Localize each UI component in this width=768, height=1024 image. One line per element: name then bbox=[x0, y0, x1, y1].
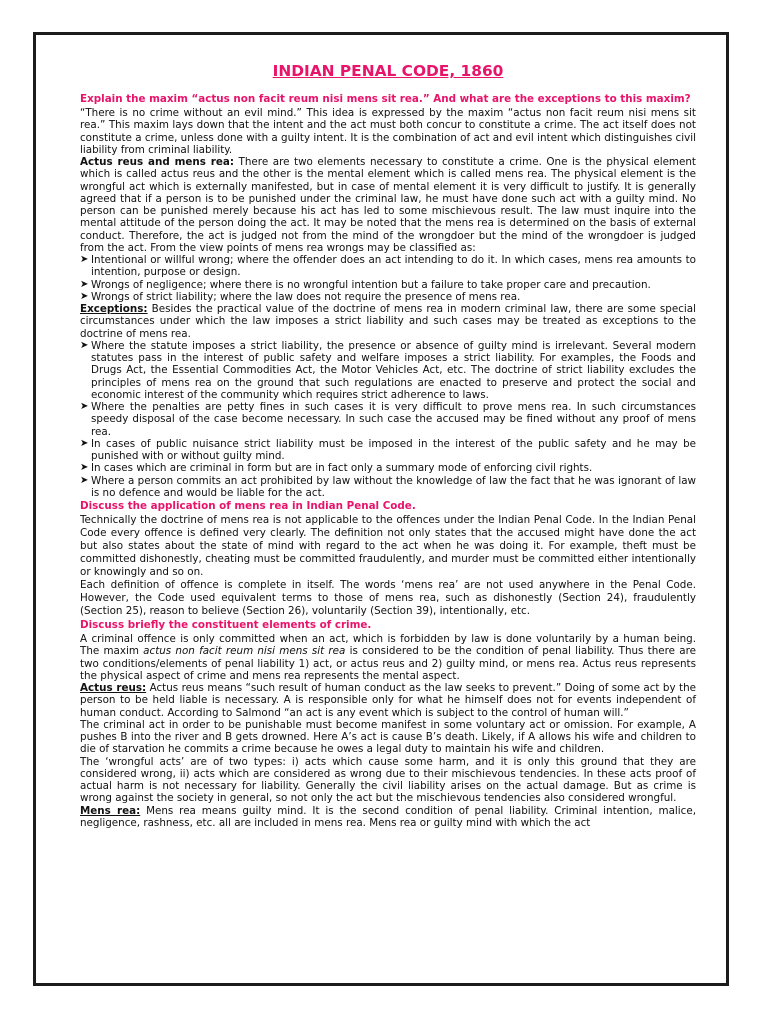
list-item bbox=[80, 254, 696, 279]
list-wrong-types bbox=[80, 254, 696, 303]
arrowhead-icon: ➤ bbox=[80, 437, 89, 449]
list-item-text: Intentional or willful wrong; where the offender does an act intending to do it. In which cases, mens rea amounts to intention, purpose or design. bbox=[91, 254, 696, 279]
arrowhead-icon: ➤ bbox=[80, 290, 89, 302]
arrowhead-icon: ➤ bbox=[80, 254, 89, 265]
label-actus-mens: Actus reus and mens rea: bbox=[80, 156, 234, 168]
arrowhead-icon: ➤ bbox=[80, 401, 89, 412]
label-actus-reus: Actus reus: bbox=[80, 682, 147, 694]
paragraph-evil-mind: “There is no crime without an evil mind.” This idea is expressed by the maxim “actus non facit reum nisi mens sit rea.” This maxim lays down that the intent and the act must both concur to constitute a crime. The act itself does not constitute a crime, unless done with a guilty intent. It is the combination of act and evil intent which distinguishes civil liability from criminal liability. bbox=[80, 107, 696, 156]
list-item-text: Where the penalties are petty fines in such cases it is very difficult to prove mens rea. In such circumstances speedy disposal of the case become necessary. In such case the accused may be fined without any proof of mens rea. bbox=[91, 401, 696, 438]
arrowhead-icon: ➤ bbox=[80, 474, 89, 486]
question-elements: Discuss briefly the constituent elements of crime. bbox=[80, 619, 372, 631]
text-offence-b: is considered to be the condition of penal liability. Thus there are two conditions/elements of penal liability 1) act, or actus reus and 2) guilty mind, or mens rea. Actus reus represents the physical aspect of crime and mens rea represents the mental aspect. bbox=[80, 645, 696, 682]
list-item-text: Where the statute imposes a strict liability, the presence or absence of guilty mind is irrelevant. Several modern statutes pass in the interest of public safety and welfare imposes a strict liability. For examples, the Foods and Drugs Act, the Essential Commodities Act, the Motor Vehicles Act, etc. The doctrine of strict liability excludes the principles of mens rea on the ground that such regulations are enacted to preserve and protect the social and economic interest of the community which requires strict adherence to laws. bbox=[91, 339, 696, 401]
paragraph-actus-reus bbox=[80, 682, 696, 719]
list-item-text: Wrongs of negligence; where there is no wrongful intention but a failure to take proper care and precaution. bbox=[91, 278, 651, 291]
list-item bbox=[80, 401, 696, 438]
list-item bbox=[80, 340, 696, 401]
paragraph-definition: Each definition of offence is complete in itself. The words ‘mens rea’ are not used anywhere in the Penal Code. However, the Code used equivalent terms to those of mens rea, such as dishonestly (Section 24), fraudulently (Section 25), reason to believe (Section 26), voluntarily (Section 39), intentionally, etc. bbox=[80, 579, 696, 617]
document-page bbox=[33, 32, 729, 986]
text-actus-reus: Actus reus means “such result of human conduct as the law seeks to prevent.” Doing of some act by the person to be held liable is necessary. A is responsible only for what he himself does not for events independent of human conduct. According to Salmond “an act is any event which is subject to the control of human will.” bbox=[80, 682, 697, 719]
paragraph-criminal-offence bbox=[80, 633, 696, 682]
list-item bbox=[80, 438, 696, 463]
arrowhead-icon: ➤ bbox=[80, 278, 89, 290]
paragraph-actus-mens bbox=[80, 156, 696, 254]
list-item-text: Wrongs of strict liability; where the law does not require the presence of mens rea. bbox=[91, 290, 521, 303]
paragraph-mens-rea bbox=[80, 805, 696, 830]
list-item-text: In cases of public nuisance strict liability must be imposed in the interest of the public safety and he may be punished with or without guilty mind. bbox=[91, 437, 696, 462]
text-offence-a: A criminal offence is only committed when an act, which is forbidden by law is done voluntarily by a human being. The maxim bbox=[80, 633, 696, 658]
document-body bbox=[80, 61, 696, 829]
paragraph-exceptions bbox=[80, 303, 696, 340]
text-maxim-italic: actus non facit reum nisi mens sit rea bbox=[143, 645, 346, 658]
question-application: Discuss the application of mens rea in Indian Penal Code. bbox=[80, 500, 416, 512]
list-item bbox=[80, 462, 696, 474]
label-exceptions: Exceptions: bbox=[80, 303, 148, 315]
list-item-text: Where a person commits an act prohibited by law without the knowledge of law the fact that he was ignorant of law is no defence and would be liable for the act. bbox=[91, 474, 696, 499]
document-title: INDIAN PENAL CODE, 1860 bbox=[272, 62, 504, 80]
text-mens-rea: Mens rea means guilty mind. It is the second condition of penal liability. Criminal intention, malice, negligence, rashness, etc. all are included in mens rea. Mens rea or guilty mind with which the act bbox=[80, 804, 696, 829]
paragraph-technically: Technically the doctrine of mens rea is not applicable to the offences under the Indian Penal Code. In the Indian Penal Code every offence is defined very clearly. The definition not only states that the accused might have done the act but also states about the state of mind with regard to the act when he was doing it. For example, theft must be committed dishonestly, cheating must be committed fraudulently, and murder must be committed either intentionally or knowingly and so on. bbox=[80, 514, 696, 578]
list-item bbox=[80, 475, 696, 500]
question-maxim: Explain the maxim “actus non facit reum nisi mens sit rea.” And what are the exceptions to this maxim? bbox=[80, 93, 691, 105]
text-exceptions: Besides the practical value of the doctrine of mens rea in modern criminal law, there are some special circumstances under which the law imposes a strict liability and such cases may be treated as exceptions to the doctrine of mens rea. bbox=[80, 303, 696, 340]
paragraph-wrongful-acts: The ‘wrongful acts’ are of two types: i) acts which cause some harm, and it is only this ground that they are considered wrong, ii) acts which are considered as wrong due to their mischievous tendencies. In these acts proof of actual harm is not necessary for liability. Generally the civil liability arises on the actual damage. But as crime is wrong against the society in general, so not only the act but the mischievous tendencies also considered wrongful. bbox=[80, 755, 696, 805]
arrowhead-icon: ➤ bbox=[80, 462, 89, 474]
list-item bbox=[80, 279, 696, 291]
list-item bbox=[80, 291, 696, 303]
list-item-text: In cases which are criminal in form but are in fact only a summary mode of enforcing civil rights. bbox=[91, 462, 593, 475]
list-exceptions bbox=[80, 340, 696, 499]
arrowhead-icon: ➤ bbox=[80, 339, 89, 351]
text-actus-mens: There are two elements necessary to constitute a crime. One is the physical element which is called actus reus and the other is the mental element which is called mens rea. The physical element is the wrongful act which is externally manifested, but in case of mental element it is very difficult to justify. It is generally agreed that if a person is to be punished under the criminal law, he must have done such act with a guilty mind. No person can be punished merely because his act has led to some mischievous result. The law must inquire into the mental attitude of the person doing the act. It may be noted that the mens rea is determined on the basis of external conduct. Therefore, the act is judged not from the mind of the wrongdoer but the mind of the wrongdoer is judged from the act. From the view points of mens rea wrongs may be classified as: bbox=[80, 156, 696, 254]
paragraph-criminal-act: The criminal act in order to be punishable must become manifest in some voluntary act or omission. For example, A pushes B into the river and B gets drowned. Here A’s act is cause B’s death. Likely, if A allows his wife and children to die of starvation he commits a crime because he owes a legal duty to maintain his wife and children. bbox=[80, 718, 696, 756]
label-mens-rea: Mens rea: bbox=[80, 804, 141, 817]
